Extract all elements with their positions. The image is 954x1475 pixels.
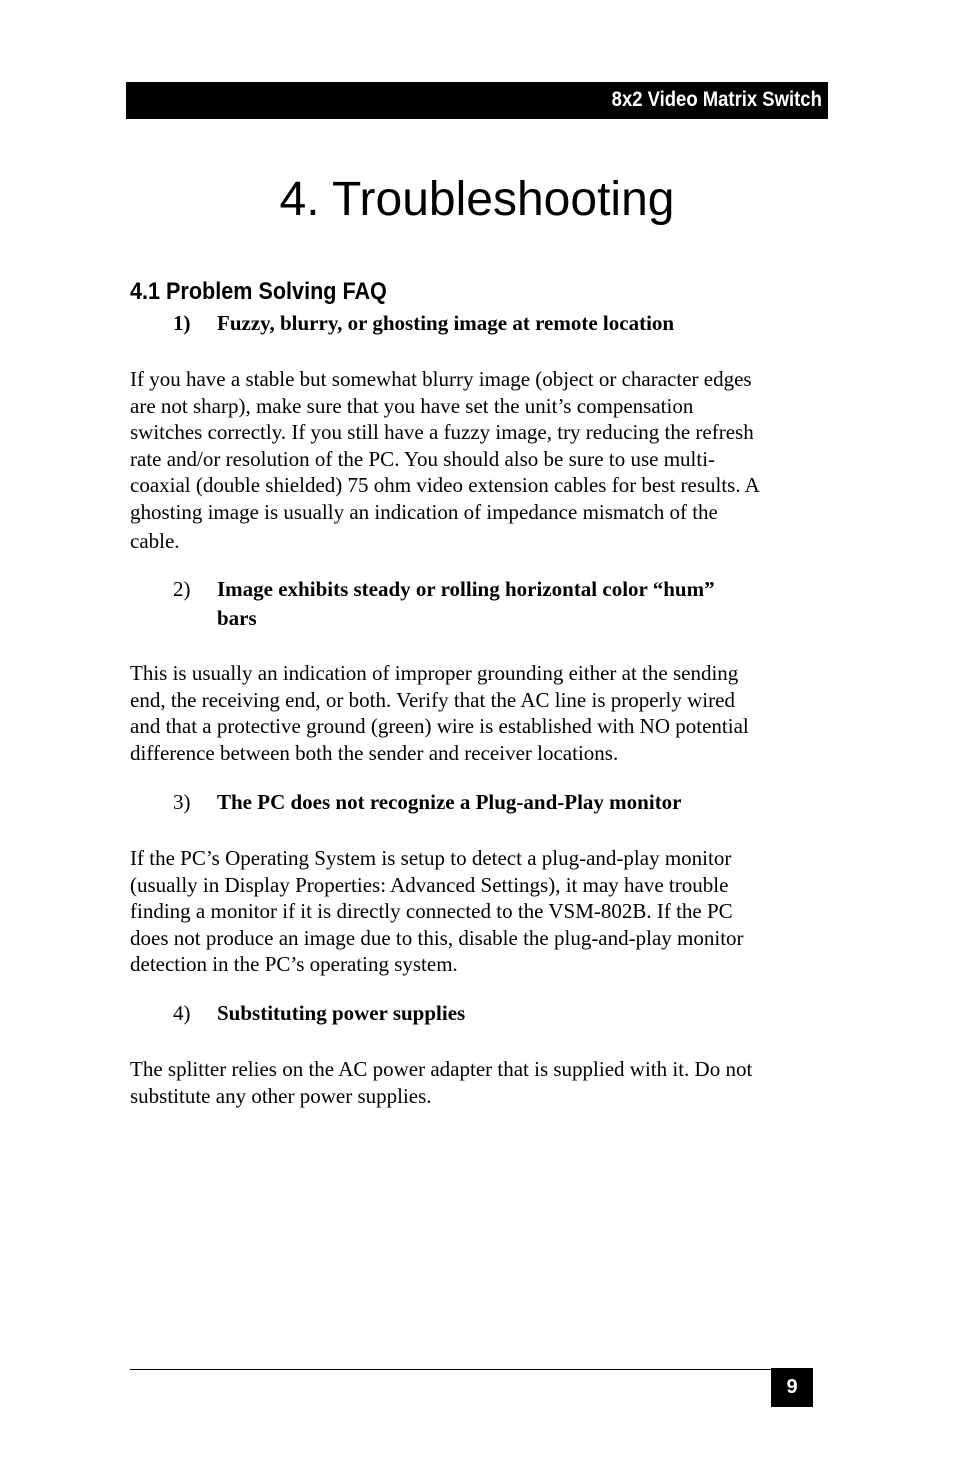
faq-answer-1: If you have a stable but somewhat blurry image (object or character edges are not sharp), make sure that you have set the unit’s compensation switches correctly. If you still have a fuzzy image, try reducing the refresh rate and/or resolution of the PC. You should also be sure to use multi- coaxial (double shielded) 75 ohm video extension cables for best results. A ghosting image is usually an indication of impedance mismatch of the cable. (130, 367, 760, 553)
chapter-title: 4. Troubleshooting (279, 173, 675, 226)
faq-answer-2: This is usually an indication of improper grounding either at the sending end, the receiving end, or both. Verify that the AC line is properly wired and that a protective ground (green) wire is established with NO potential difference between both the sender and receiver locations. (130, 661, 749, 765)
footer-rule (130, 1369, 771, 1370)
faq-answer-4: The splitter relies on the AC power adapter that is supplied with it. Do not substitute any other power supplies. (130, 1057, 753, 1108)
document-page: 8x2 Video Matrix Switch 4. Troubleshooting 4.1 Problem Solving FAQ 1) Fuzzy, blurry, or ghosting image at remote location If you have a stable but somewhat blurry image (object or character edges are not sharp), make sure that you have set the unit’s compensation switches correctly. If you still have a fuzzy image, try reducing the refresh rate and/or resolution of the PC. You should also be sure to use multi- coaxial (double shielded) 75 ohm video extension cables for best results. A ghosting image is usually an indication of impedance mismatch of the cable. 2) Image exhibits steady or rolling horizontal color “hum” bars This is usually an indication of improper grounding either at the sending end, the receiving end, or both. Verify that the AC line is properly wired and that a protective ground (green) wire is established with NO potential difference between both the sender and receiver locations. 3) The PC does not recognize a Plug-and-Play monitor If the PC’s Operating System is setup to detect a plug-and-play monitor (usually in Display Properties: Advanced Settings), it may have trouble finding a monitor if it is directly connected to the VSM-802B. If the PC does not produce an image due to this, disable the plug-and-play monitor detection in the PC’s operating system. 4) Substituting power supplies The splitter relies on the AC power adapter that is supplied with it. Do not substitute any other power supplies. 9 (0, 0, 954, 1475)
header-title: 8x2 Video Matrix Switch (611, 88, 822, 111)
running-header (126, 82, 828, 119)
page-number: 9 (771, 1368, 813, 1407)
faq-answer-3: If the PC’s Operating System is setup to detect a plug-and-play monitor (usually in Display Properties: Advanced Settings), it may have trouble finding a monitor if it is directly connected to the VSM-802B. If the PC does not produce an image due to this, disable the plug-and-play monitor detection in the PC’s operating system. (130, 846, 744, 977)
section-title: 4.1 Problem Solving FAQ (130, 278, 387, 305)
